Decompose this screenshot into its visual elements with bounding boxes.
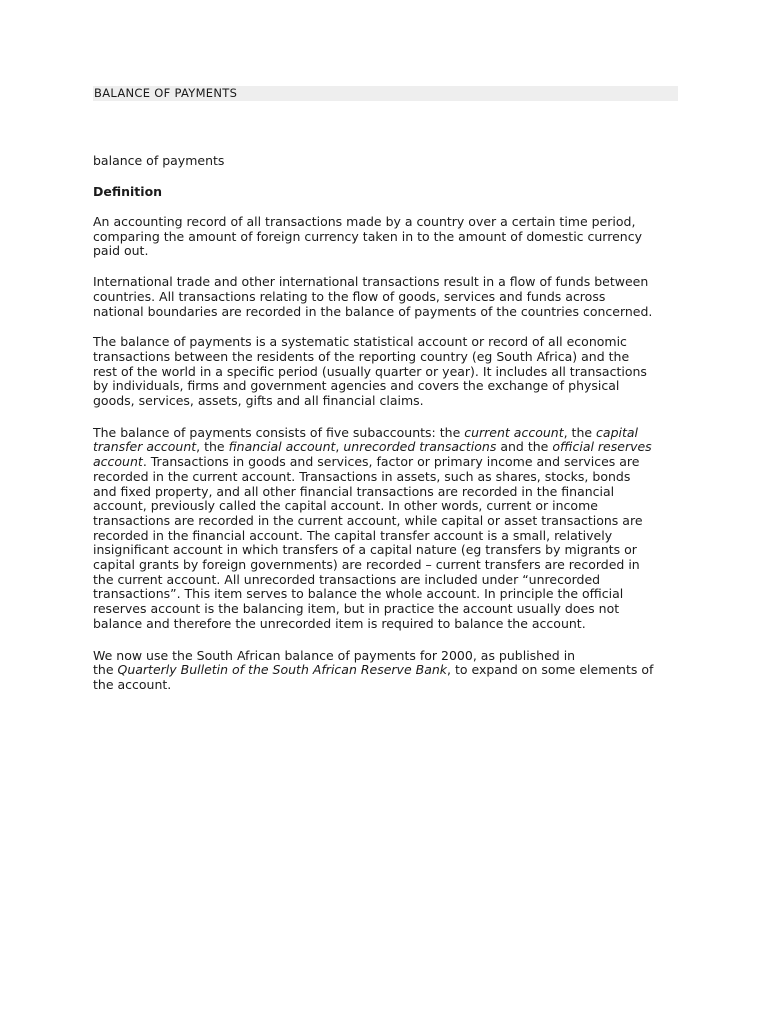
- document-page: [93, 86, 678, 693]
- paragraph-systematic-record: The balance of payments is a systematic statistical account or record of all economic transactions between the residents of the reporting country (eg South Africa) and the rest of the world in a specific period (usually quarter or year). It includes all transactions by individuals, firms and government agencies and covers the exchange of physical goods, services, assets, gifts and all financial claims.: [93, 334, 647, 409]
- document-header: BALANCE OF PAYMENTS: [93, 86, 678, 101]
- paragraph-south-african-bop: [93, 649, 678, 693]
- paragraph-text: We now use the South African balance of payments for 2000, as published in the: [93, 647, 576, 678]
- paragraph-text: , the: [563, 424, 597, 440]
- italic-term-unrecorded-transactions: unrecorded transactions: [343, 439, 497, 455]
- italic-publication-title: Quarterly Bulletin of the South African Reserve Bank: [117, 662, 448, 678]
- paragraph-international-trade: International trade and other international transactions result in a flow of funds between countries. All transactions relating to the flow of goods, services and funds across national boundaries are recorded in the balance of payments of the countries concerned.: [93, 274, 653, 319]
- paragraph-text: . Transactions in goods and services, factor or primary income and services are recorded in the current account. Transactions in assets, such as shares, stocks, bonds and fixed property, and all other financial transactions are recorded in the financial account, previously called the capital account. In other words, current or income transactions are recorded in the current account, while capital or asset transactions are recorded in the financial account. The capital transfer account is a small, relatively insignificant account in which transfers of a capital nature (eg transfers by migrants or capital grants by foreign governments) are recorded – current transfers are recorded in the current account. All unrecorded transactions are included under “unrecorded transactions”. This item serves to balance the whole account. In principle the official reserves account is the balancing item, but in practice the account usually does not balance and therefore the unrecorded item is required to balance the account.: [93, 454, 643, 631]
- paragraph-text: and the: [496, 439, 553, 455]
- document-subtitle: balance of payments: [93, 153, 225, 168]
- paragraph-text: The balance of payments consists of five subaccounts: the: [93, 424, 465, 440]
- paragraph-subaccounts: [93, 426, 678, 632]
- paragraph-text: , to expand on some elements of the account.: [93, 662, 654, 692]
- italic-term-financial-account: financial account: [228, 439, 336, 455]
- paragraph-text: , the: [196, 439, 229, 455]
- italic-term-official-reserves-account: official reserves account: [93, 439, 652, 470]
- italic-term-current-account: current account: [464, 424, 564, 440]
- italic-term-capital-transfer-account: capital transfer account: [93, 424, 639, 455]
- paragraph-definition: An accounting record of all transactions made by a country over a certain time period, comparing the amount of foreign currency taken in to the amount of domestic currency paid out.: [93, 214, 642, 259]
- definition-heading: Definition: [93, 184, 163, 199]
- paragraph-text: ,: [335, 439, 344, 455]
